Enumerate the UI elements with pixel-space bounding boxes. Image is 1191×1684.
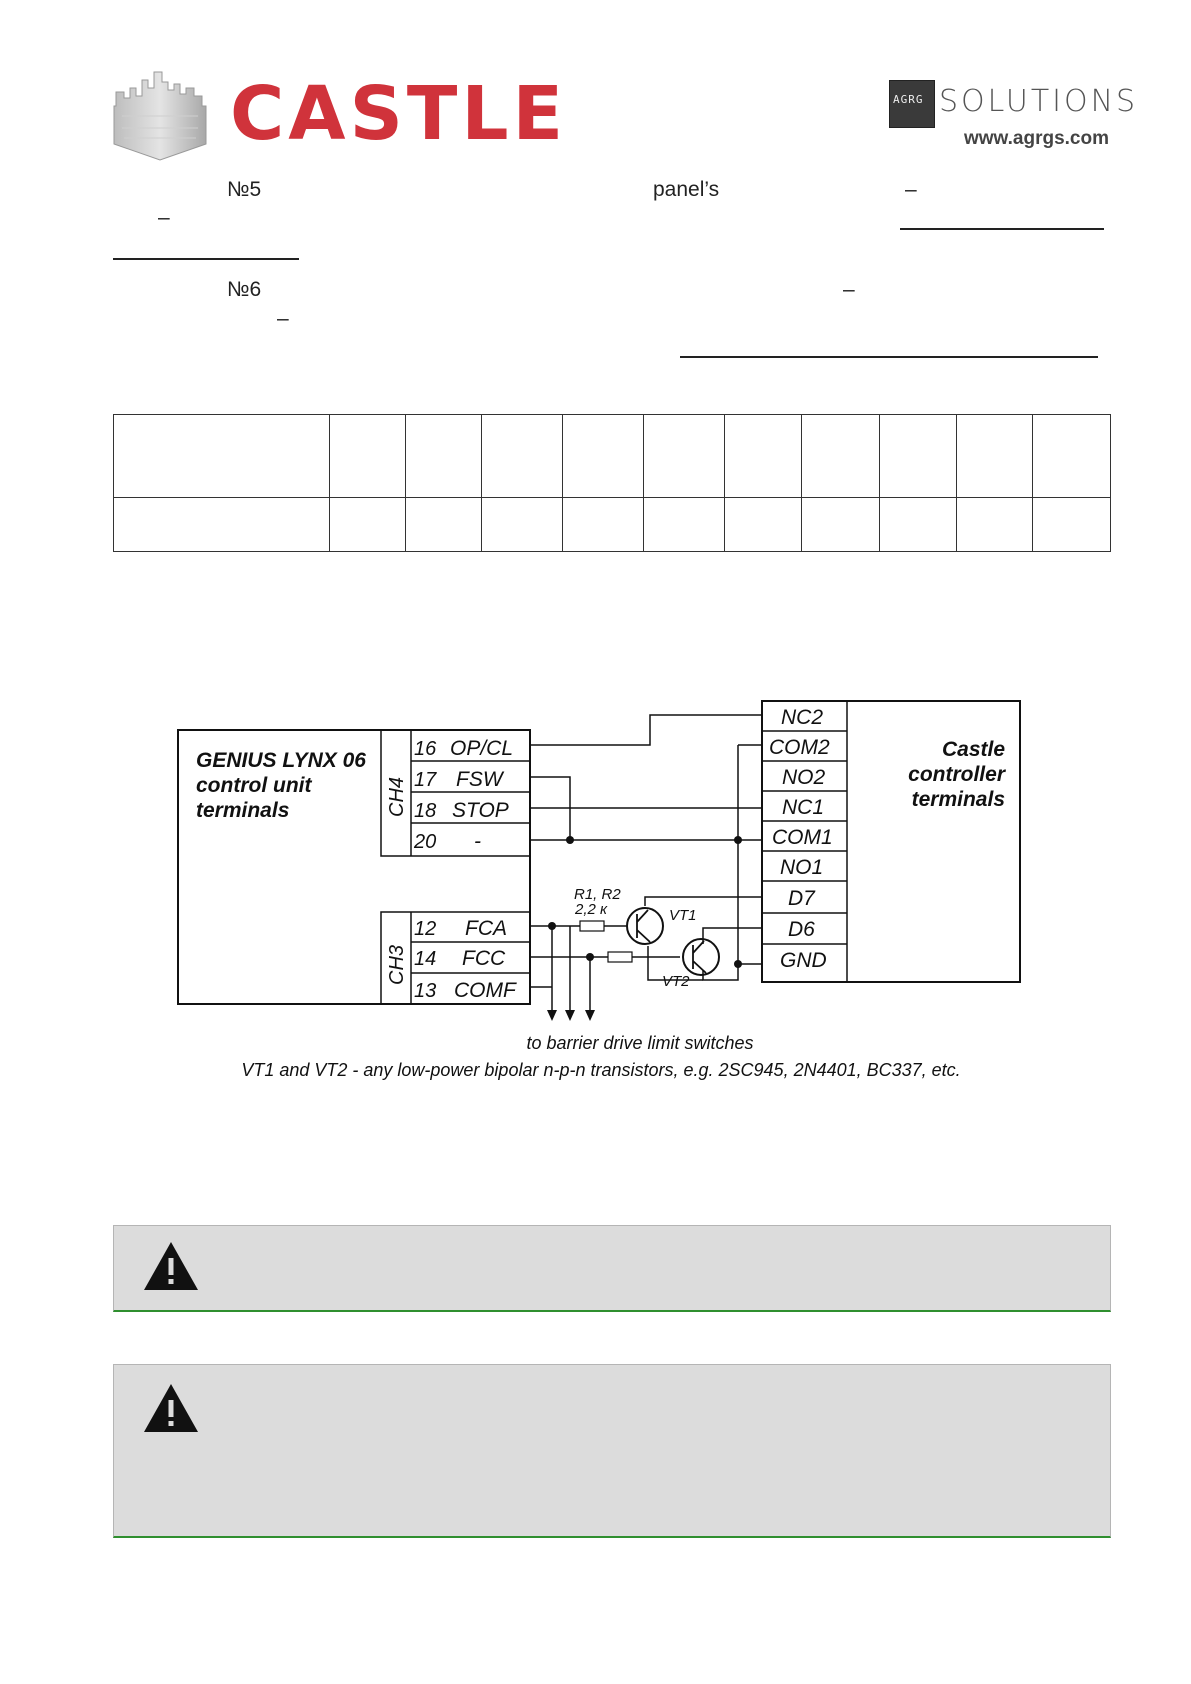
warning-note-1	[113, 1225, 1111, 1312]
table-cell	[562, 498, 643, 552]
ch4-label: CH4	[386, 776, 408, 817]
table-cell	[643, 498, 724, 552]
warning-triangle-icon	[141, 1381, 201, 1435]
table-cell	[724, 415, 801, 498]
terminal-table	[113, 414, 1111, 552]
caption-line2: VT1 and VT2 - any low-power bipolar n-p-n transistors, e.g. 2SC945, 2N4401, BC337, etc.	[241, 1060, 961, 1080]
ch3-term-num: 12	[414, 918, 437, 940]
table-cell	[562, 415, 643, 498]
item5-number: №5	[227, 178, 262, 201]
partner-badge: AGRG	[889, 80, 935, 128]
table-cell	[1033, 415, 1111, 498]
partner-logo	[889, 80, 1139, 128]
table-cell	[114, 415, 330, 498]
ch3-term-name: FCA	[465, 917, 507, 940]
ch3-label: CH3	[386, 944, 408, 985]
castle-logo	[112, 66, 568, 162]
right-term: NO2	[782, 766, 826, 789]
ch3-term-num: 14	[414, 948, 437, 970]
caption-line1: to barrier drive limit switches	[526, 1033, 754, 1053]
ch3-term-name: FCC	[462, 947, 506, 970]
right-term: NO1	[780, 856, 824, 879]
right-term: GND	[780, 949, 827, 972]
warning-triangle-icon	[141, 1239, 201, 1293]
table-cell	[481, 498, 562, 552]
table-cell	[801, 415, 879, 498]
right-term: D7	[788, 887, 815, 910]
dash-2: –	[158, 206, 170, 229]
resistor-r1	[580, 921, 604, 931]
ch4-term-num: 16	[414, 738, 437, 760]
underline-1	[900, 228, 1104, 230]
ch4-term-name: FSW	[456, 768, 503, 791]
table-cell	[1033, 498, 1111, 552]
ch4-term-name: -	[474, 830, 481, 853]
ch3-term-name: COMF	[454, 979, 516, 1002]
vt1-label: VT1	[669, 907, 697, 924]
right-title-line3: terminals	[911, 788, 1005, 811]
right-title-line2: controller	[908, 763, 1005, 786]
underline-2	[113, 258, 299, 260]
item6-number: №6	[227, 278, 262, 301]
wires	[530, 715, 762, 1012]
table-cell	[879, 415, 957, 498]
dash-1: –	[905, 178, 917, 201]
table-cell	[406, 415, 482, 498]
right-title-line1: Castle	[941, 738, 1005, 761]
wiring-diagram	[0, 680, 1191, 1180]
dash-3: –	[843, 278, 855, 301]
table-cell	[114, 498, 330, 552]
ch4-term-num: 20	[414, 831, 437, 853]
table-cell	[957, 415, 1033, 498]
left-title-line3: terminals	[196, 799, 290, 822]
table-cell	[801, 498, 879, 552]
table-row	[114, 498, 1111, 552]
castle-tower-icon	[112, 66, 208, 162]
ch3-term-num: 13	[414, 980, 437, 1002]
table-cell	[879, 498, 957, 552]
ch4-term-num: 17	[414, 769, 437, 791]
table-cell	[481, 415, 562, 498]
ch4-term-name: OP/CL	[450, 737, 514, 760]
underline-3	[680, 356, 1098, 358]
partner-logo-text: SOLUTIONS	[939, 84, 1139, 119]
arrow-down-icon	[547, 1010, 595, 1021]
right-term: NC1	[782, 796, 825, 819]
table-cell	[957, 498, 1033, 552]
resistor-value: 2,2 к	[575, 901, 608, 918]
warning-note-2	[113, 1364, 1111, 1538]
resistor-r2	[608, 952, 632, 962]
dash-4: –	[277, 307, 289, 330]
table-row	[114, 415, 1111, 498]
ch4-term-num: 18	[414, 800, 437, 822]
ch4-term-name: STOP	[452, 799, 509, 822]
table-cell	[330, 415, 406, 498]
right-term: D6	[788, 918, 815, 941]
table-cell	[724, 498, 801, 552]
table-cell	[406, 498, 482, 552]
right-term: NC2	[781, 706, 824, 729]
left-title-line1: GENIUS LYNX 06	[196, 749, 366, 772]
website-link[interactable]: www.agrgs.com	[964, 128, 1109, 149]
left-title-line2: control unit	[196, 774, 312, 797]
right-term: COM1	[772, 826, 833, 849]
table-cell	[330, 498, 406, 552]
brand-name: CASTLE	[230, 71, 568, 157]
vt2-label: VT2	[662, 973, 690, 990]
right-term: COM2	[769, 736, 830, 759]
table-cell	[643, 415, 724, 498]
item5-word: panel’s	[653, 178, 720, 201]
resistor-label: R1, R2	[574, 886, 621, 903]
